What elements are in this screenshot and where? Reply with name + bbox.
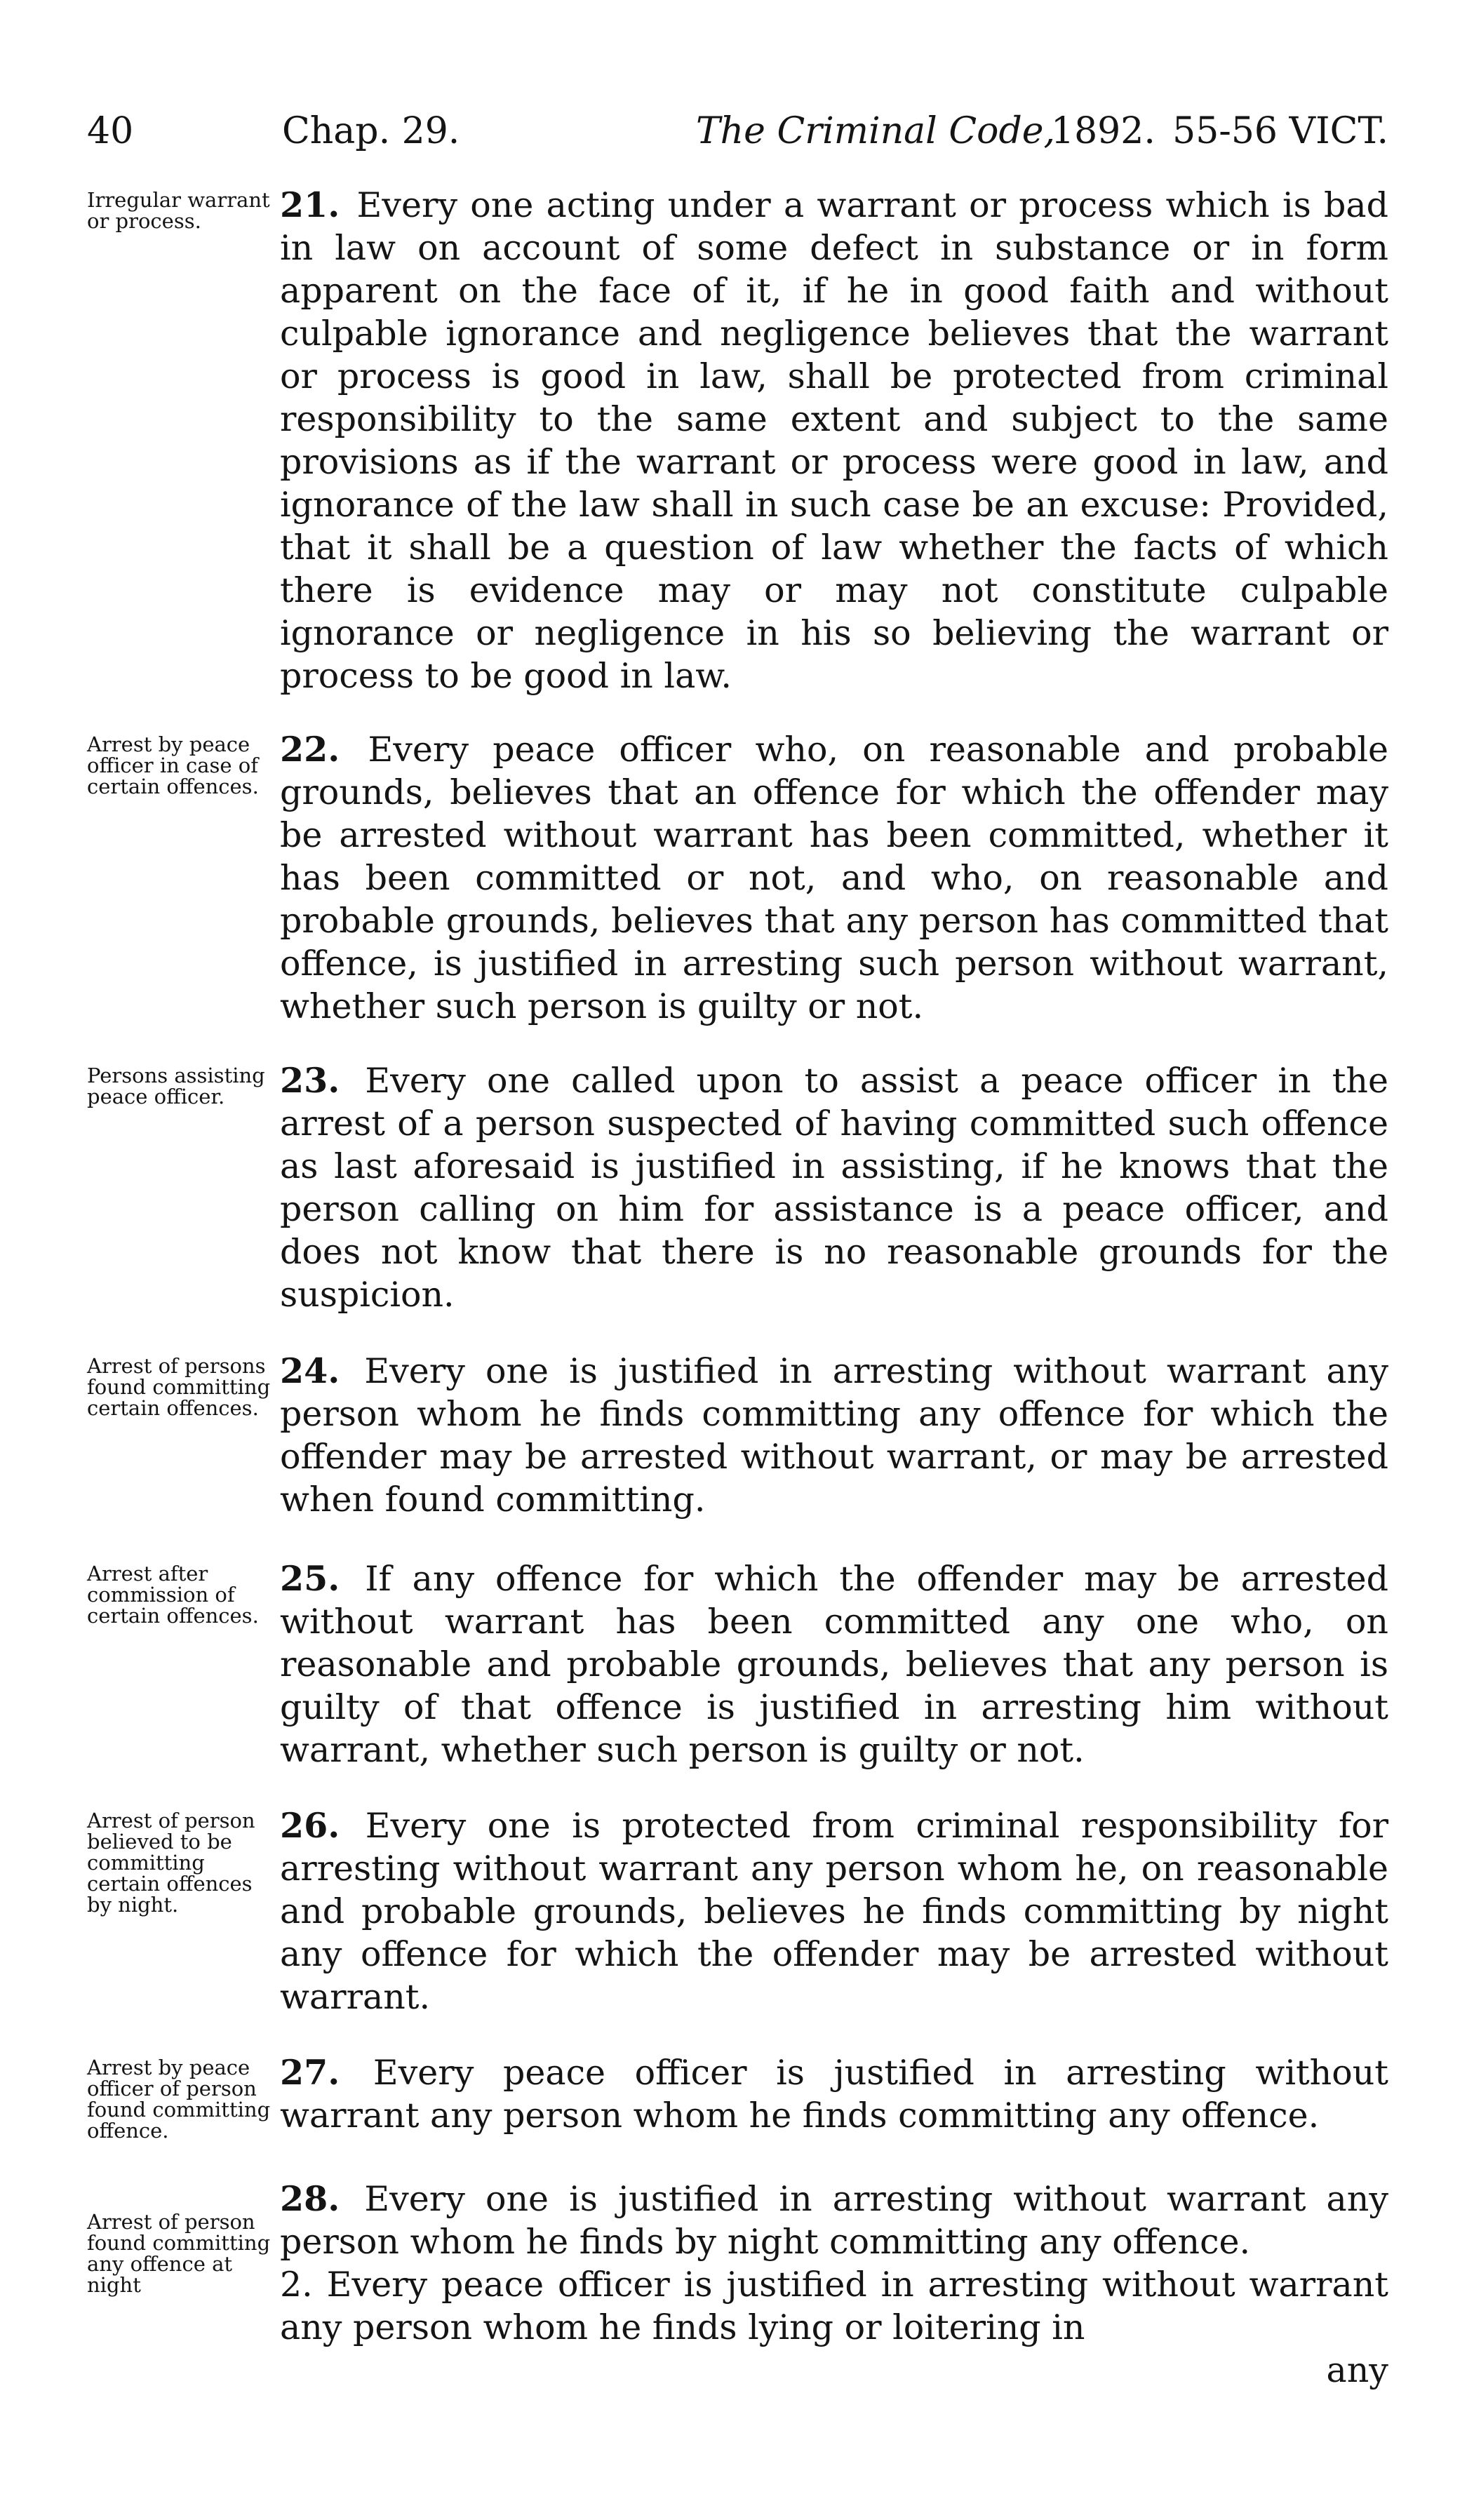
section-text: Every one acting under a warrant or process which is bad in law on account of some defect in substance or in form apparent on the face of it, if he in good faith and without culpable ignorance and negligence believes that the warrant or process is good in law, shall be protected from criminal responsibility to the same extent and subject to the same provisions as if the warrant or process were good in law, and ignorance of the law shall in such case be an excuse: Provided, that it shall be a question of law whether the facts of which there is evidence may or may not constitute culpable ignorance or negligence in his so believing the warrant or process to be good in law. xyxy=(280,185,1388,696)
section-text: Every peace officer is justified in arresting without warrant any person whom he finds committing any offence. xyxy=(280,2053,1388,2136)
marginal-note: Arrest by peace officer in case of certain offences. xyxy=(87,732,259,798)
chapter-label: Chap. 29. xyxy=(282,110,460,152)
section-26 xyxy=(87,1804,1388,2018)
subsection-text: 2. Every peace officer is justified in arresting without warrant any person whom he finds lying or loitering in xyxy=(280,2265,1388,2347)
marginal-note: Arrest after commission of certain offences. xyxy=(87,1562,259,1628)
section-text: Every one called upon to assist a peace officer in the arrest of a person suspected of having committed such offence as last aforesaid is justified in assisting, if he knows that the person calling on him for assistance is a peace officer, and does not know that there is no reasonable grounds for the suspicion. xyxy=(280,1061,1388,1315)
catchword: any xyxy=(1326,2350,1388,2390)
regnal-year: 55-56 VICT. xyxy=(1172,110,1388,152)
section-28 xyxy=(87,2178,1388,2392)
section-number: 21. xyxy=(280,185,340,225)
section-text: Every one is justified in arresting without warrant any person whom he finds by night committing any offence. xyxy=(280,2179,1389,2262)
section-body xyxy=(280,2051,1388,2137)
section-number: 25. xyxy=(280,1558,340,1599)
section-body xyxy=(280,2178,1388,2349)
section-number: 22. xyxy=(280,729,340,770)
section-body xyxy=(280,1804,1388,2018)
marginal-note: Arrest of person found committing any offence at night xyxy=(87,2210,271,2297)
section-27 xyxy=(87,2051,1388,2143)
section-number: 24. xyxy=(280,1351,340,1391)
section-22 xyxy=(87,728,1388,1028)
section-number: 27. xyxy=(280,2052,340,2093)
code-title: The Criminal Code, xyxy=(696,110,1056,152)
section-24 xyxy=(87,1350,1388,1521)
marginal-note: Persons assisting peace officer. xyxy=(87,1064,265,1108)
section-body xyxy=(280,728,1388,1028)
code-year: 1892. xyxy=(1051,110,1155,152)
page-number: 40 xyxy=(87,110,134,152)
section-number: 28. xyxy=(280,2178,340,2219)
section-25 xyxy=(87,1557,1388,1771)
marginal-note: Arrest of persons found committing certain offences. xyxy=(87,1354,271,1420)
section-number: 26. xyxy=(280,1805,340,1846)
running-header xyxy=(87,107,1388,156)
section-23 xyxy=(87,1059,1388,1316)
section-body xyxy=(280,1059,1388,1316)
section-body xyxy=(280,184,1388,697)
marginal-note: Arrest by peace officer of person found committing offence. xyxy=(87,2056,271,2143)
section-21 xyxy=(87,184,1388,697)
section-body xyxy=(280,1350,1388,1521)
section-text: Every peace officer who, on reasonable and probable grounds, believes that an offence for which the offender may be arrested without warrant has been committed, whether it has been committed or not, and who, on reasonable and probable grounds, believes that any person has committed that offence, is justified in arresting such person without warrant, whether such person is guilty or not. xyxy=(280,730,1388,1026)
section-text: Every one is justified in arresting without warrant any person whom he finds committing any offence for which the offender may be arrested without warrant, or may be arrested when found committing. xyxy=(280,1351,1389,1520)
section-text: If any offence for which the offender may be arrested without warrant has been committed any one who, on reasonable and probable grounds, believes that any person is guilty of that offence is justified in arresting him without warrant, whether such person is guilty or not. xyxy=(280,1559,1388,1770)
marginal-note: Irregular warrant or process. xyxy=(87,188,270,233)
section-number: 23. xyxy=(280,1060,340,1101)
marginal-note: Arrest of person believed to be committing certain offences by night. xyxy=(87,1809,255,1917)
section-body xyxy=(280,1557,1388,1771)
section-text: Every one is protected from criminal responsibility for arresting without warrant any person whom he, on reasonable and probable grounds, believes he finds committing by night any offence for which the offender may be arrested without warrant. xyxy=(280,1806,1388,2017)
